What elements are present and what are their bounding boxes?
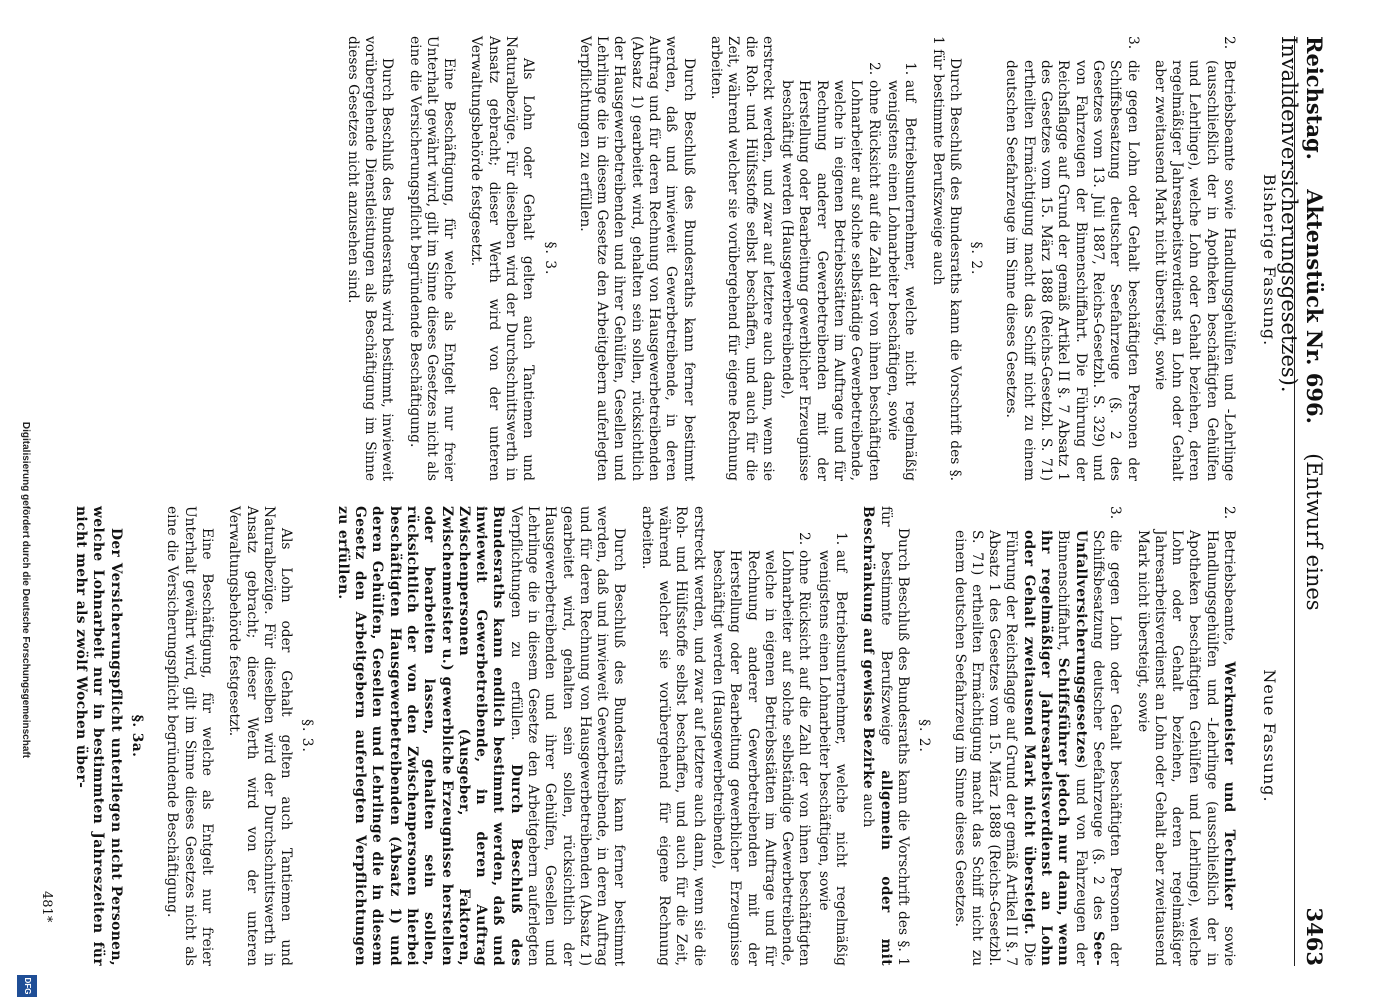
document-page xyxy=(39,36,1329,966)
item-number: 2. xyxy=(1221,36,1237,50)
item-text-part: die gegen Lohn oder Gehalt beschäftigten Personen der Schiffsbesatzung deutscher Seefahrzeuge (§. 2 des xyxy=(1089,530,1124,966)
old-section-2-continuation: erstreckt werden, und zwar auf letztere auch dann, wenn sie die Roh- und Hülfsstoffe selbst beschaffen, und auch für die Zeit, während welcher sie vorübergehend für eigene Rechnung arbeiten. xyxy=(707,36,776,481)
item-text-part: Betriebsbeamte, xyxy=(1221,530,1237,662)
old-section-3-title: §. 3. xyxy=(541,241,558,276)
para-part: Durch Beschluß des Bundesraths kann ferner bestimmt werden, daß und inwieweit Gewerbetreibende, in deren Auftrag und für deren Rechnung von Hausgewerbetreibenden (Absatz 1) gearbeitet wird, gehalten sein sollen, rücksichtlich der Hausgewerbetreibenden und ihrer Gehülfen, Gesellen und Lehrlinge die in diesem Gesetze den Arbeitgebern auferlegten Verpflichtungen zu erfüllen. xyxy=(507,506,628,966)
item-number: 2. xyxy=(865,62,882,76)
item-number: 2. xyxy=(796,532,813,546)
new-s2-item-1 xyxy=(814,506,849,966)
old-s2-item-1 xyxy=(884,36,919,481)
intro-emphasis: allgemein oder mit Beschränkung auf gewisse Bezirke xyxy=(860,506,894,966)
new-item-3 xyxy=(950,506,1123,966)
parliament-label: Reichstag. xyxy=(1302,36,1327,160)
new-s2-item-2 xyxy=(709,506,813,966)
page-number: 3463 xyxy=(1302,907,1327,966)
item-number: 1. xyxy=(833,532,850,546)
old-item-3 xyxy=(1002,36,1140,481)
item-text: die gegen Lohn oder Gehalt beschäftigten Personen der Schiffsbesatzung deutscher Seefahrzeuge (§. 2 des Gesetzes vom 13. Juli 1887, Reichs-Gesetzbl. S. 329) und von Fahrzeugen der Binnenschiffahrt. Die Führung der Reichsflagge auf Grund der gemäß Artikel II §. 7 Absatz 1 des Gesetzes vom 15. März 1888 (Reichs-Gesetzbl. S. 71) ertheilten Ermächtigung macht das Schiff nicht zu einem deutschen Seefahrzeuge im Sinne dieses Gesetzes. xyxy=(1003,60,1141,481)
item-text: auf Betriebsunternehmer, welche nicht regelmäßig wenigstens einen Lohnarbeiter beschäftigen, sowie xyxy=(884,80,919,481)
intro-part: Durch Beschluß des Bundesraths kann die Vorschrift des §. 1 für bestimmte Berufszweige xyxy=(877,506,911,966)
old-section-3-para-1: Als Lohn oder Gehalt gelten auch Tantiemen und Naturalbezüge. Für dieselben wird der Durchschnittswerth in Ansatz gebracht; dieser Werth wird von der unteren Verwaltungsbehörde festgesetzt. xyxy=(468,36,537,481)
item-text-emphasis: Schiffsführer jedoch nur dann, wenn ihr regelmäßiger Jahresarbeitsverdienst an Lohn oder Gehalt zweitausend Mark nicht übersteigt. xyxy=(1020,530,1072,966)
document-number: Aktenstück Nr. 696. xyxy=(1302,189,1327,424)
new-section-3-para-1: Als Lohn oder Gehalt gelten auch Tantiemen und Naturalbezüge. Für dieselben wird der Durchschnittswerth in Ansatz gebracht; dieser Werth wird von der unteren Verwaltungsbehörde festgesetzt. xyxy=(226,506,295,966)
running-head xyxy=(1277,36,1329,966)
new-section-3-para-2: Eine Beschäftigung, für welche als Entgelt nur freier Unterhalt gewährt wird, gilt im Sinne dieses Gesetzes nicht als eine die Versicherungspflicht begründende Beschäftigung. xyxy=(164,506,215,966)
item-number: 3. xyxy=(1107,506,1124,520)
para-emphasis: Durch Beschluß des Bundesraths kann endlich bestimmt werden, daß und inwieweit Gewerbetreibende, in deren Auftrag Zwischenpersonen (Ausgeber, Faktoren, Zwischenmeister u.) gewerbliche Erzeugnisse herstellen oder bearbeiten lassen, gehalten sein sollen, rücksichtlich der von den Zwischenpersonen hierbei beschäftigten Hausgewerbetreibenden (Absatz 1) und deren Gehülfen, Gesellen und Lehrlinge die in diesem Gesetz den Arbeitgebern auferlegten Verpflichtungen zu erfüllen. xyxy=(334,506,524,967)
item-text-part: Die Führung der Reichsflagge auf Grund der gemäß Artikel II §. 7 Absatz 1 des Gesetzes vom 15. März 1888 (Reichs-Gesetzbl. S. 71) ertheilten Ermächtigung macht das Schiff nicht zu einem deutschen Seefahrzeug im Sinne dieses Gesetzes. xyxy=(951,530,1037,966)
old-s2-item-2 xyxy=(778,36,882,481)
new-section-2-para-2 xyxy=(333,506,627,966)
new-section-2-intro xyxy=(859,506,911,966)
item-text-part: ) und von Fahrzeugen der Binnenschiffahrt, xyxy=(1055,530,1089,966)
new-section-3a-text: Der Versicherungspflicht unterliegen nicht Personen, welche Lohnarbeit nur in bestimmten Jahreszeiten für nicht mehr als zwölf Wochen über- xyxy=(73,506,124,966)
old-section-2-intro: Durch Beschluß des Bundesraths kann die Vorschrift des §. 1 für bestimmte Berufszweige auch xyxy=(929,36,963,481)
item-number: 3. xyxy=(1124,36,1141,50)
column-headings xyxy=(1249,36,1279,966)
new-version-column xyxy=(62,506,1237,966)
old-section-3-para-3: Durch Beschluß des Bundesraths wird bestimmt, inwieweit vorübergehende Dienstleistungen als Beschäftigung im Sinne dieses Gesetzes nicht anzusehen sind. xyxy=(344,36,396,481)
old-item-2 xyxy=(1151,36,1237,481)
item-text-part: sowie Handlungsgehülfen und -Lehrlinge (ausschließlich der in Apotheken beschäftigten Gehülfen und Lehrlinge), welche Lohn oder Gehalt beziehen, deren regelmäßiger Jahresarbeitsverdienst an Lohn oder Gehalt aber zweitausend Mark nicht übersteigt, sowie xyxy=(1134,530,1237,966)
item-text-emphasis: See-Unfallversicherungsgesetzes xyxy=(1072,530,1106,966)
old-version-column xyxy=(333,36,1237,481)
running-head-left xyxy=(1277,36,1327,966)
new-item-2 xyxy=(1133,506,1237,966)
heading-new-version: Neue Fassung. xyxy=(1260,669,1279,803)
new-section-2-continuation: erstreckt werden, und zwar auf letztere auch dann, wenn sie die Roh- und Hülfsstoffe selbst beschaffen, und auch für die Zeit, während welcher sie vorübergehend für eigene Rechnung arbeiten. xyxy=(638,506,707,966)
document-subject: (Entwurf eines Invalidenversicherungsgesetzes). xyxy=(1277,36,1326,611)
item-number: 2. xyxy=(1221,506,1237,520)
item-text: auf Betriebsunternehmer, welche nicht regelmäßig wenigstens einen Lohnarbeiter beschäftigen, sowie xyxy=(815,550,850,966)
old-section-2-para-2: Durch Beschluß des Bundesraths kann ferner bestimmt werden, daß und inwieweit Gewerbetreibende, in deren Auftrag und für deren Rechnung von Hausgewerbetreibenden (Absatz 1) gearbeitet wird, gehalten sein sollen, rücksichtlich der Hausgewerbetreibenden und ihrer Gehülfen, Gesellen und Lehrlinge die in diesem Gesetze den Arbeitgebern auferlegten Verpflichtungen zu erfüllen. xyxy=(576,36,697,481)
sheet-signature: 481* xyxy=(39,891,54,923)
item-text: ohne Rücksicht auf die Zahl der von ihnen beschäftigten Lohnarbeiter auf solche selbständige Gewerbetreibende, welche in eigenen Betriebsstätten im Auftrage und für Rechnung anderer Gewerbetreibenden mit der Herstellung oder Bearbeitung gewerblicher Erzeugnisse beschäftigt werden (Hausgewerbetreibende), xyxy=(709,550,813,966)
item-text: Betriebsbeamte sowie Handlungsgehülfen und -Lehrlinge (ausschließlich der in Apotheken beschäftigten Gehülfen und Lehrlinge), welche Lohn oder Gehalt beziehen, deren regelmäßiger Jahresarbeitsverdienst an Lohn oder Gehalt aber zweitausend Mark nicht übersteigt, sowie xyxy=(1151,60,1237,481)
new-section-3a-title: §. 3a. xyxy=(129,714,146,758)
heading-old-version: Bisherige Fassung. xyxy=(1260,173,1279,347)
item-number: 1. xyxy=(902,62,919,76)
intro-part: auch xyxy=(860,789,877,828)
item-text-emphasis: Werkmeister und Techniker xyxy=(1221,661,1237,911)
old-section-3-para-2: Eine Beschäftigung, für welche als Entgelt nur freier Unterhalt gewährt wird, gilt im Sinne dieses Gesetzes nicht als eine die Versicherungspflicht begründende Beschäftigung. xyxy=(406,36,458,481)
old-section-2-title: §. 2. xyxy=(968,241,985,276)
new-section-2-title: §. 2. xyxy=(916,719,933,753)
new-section-3-title: §. 3. xyxy=(299,719,316,753)
dfg-logo: DFG xyxy=(17,975,37,997)
item-text: ohne Rücksicht auf die Zahl der von ihnen beschäftigten Lohnarbeiter auf solche selbständige Gewerbetreibende, welche in eigenen Betriebsstätten im Auftrage und für Rechnung anderer Gewerbetreibenden mit der Herstellung oder Bearbeitung gewerblicher Erzeugnisse beschäftigt werden (Hausgewerbetreibende), xyxy=(779,80,882,481)
digitization-note: Digitalisierung gefördert durch die Deutsche Forschungsgemeinschaft xyxy=(20,421,31,759)
